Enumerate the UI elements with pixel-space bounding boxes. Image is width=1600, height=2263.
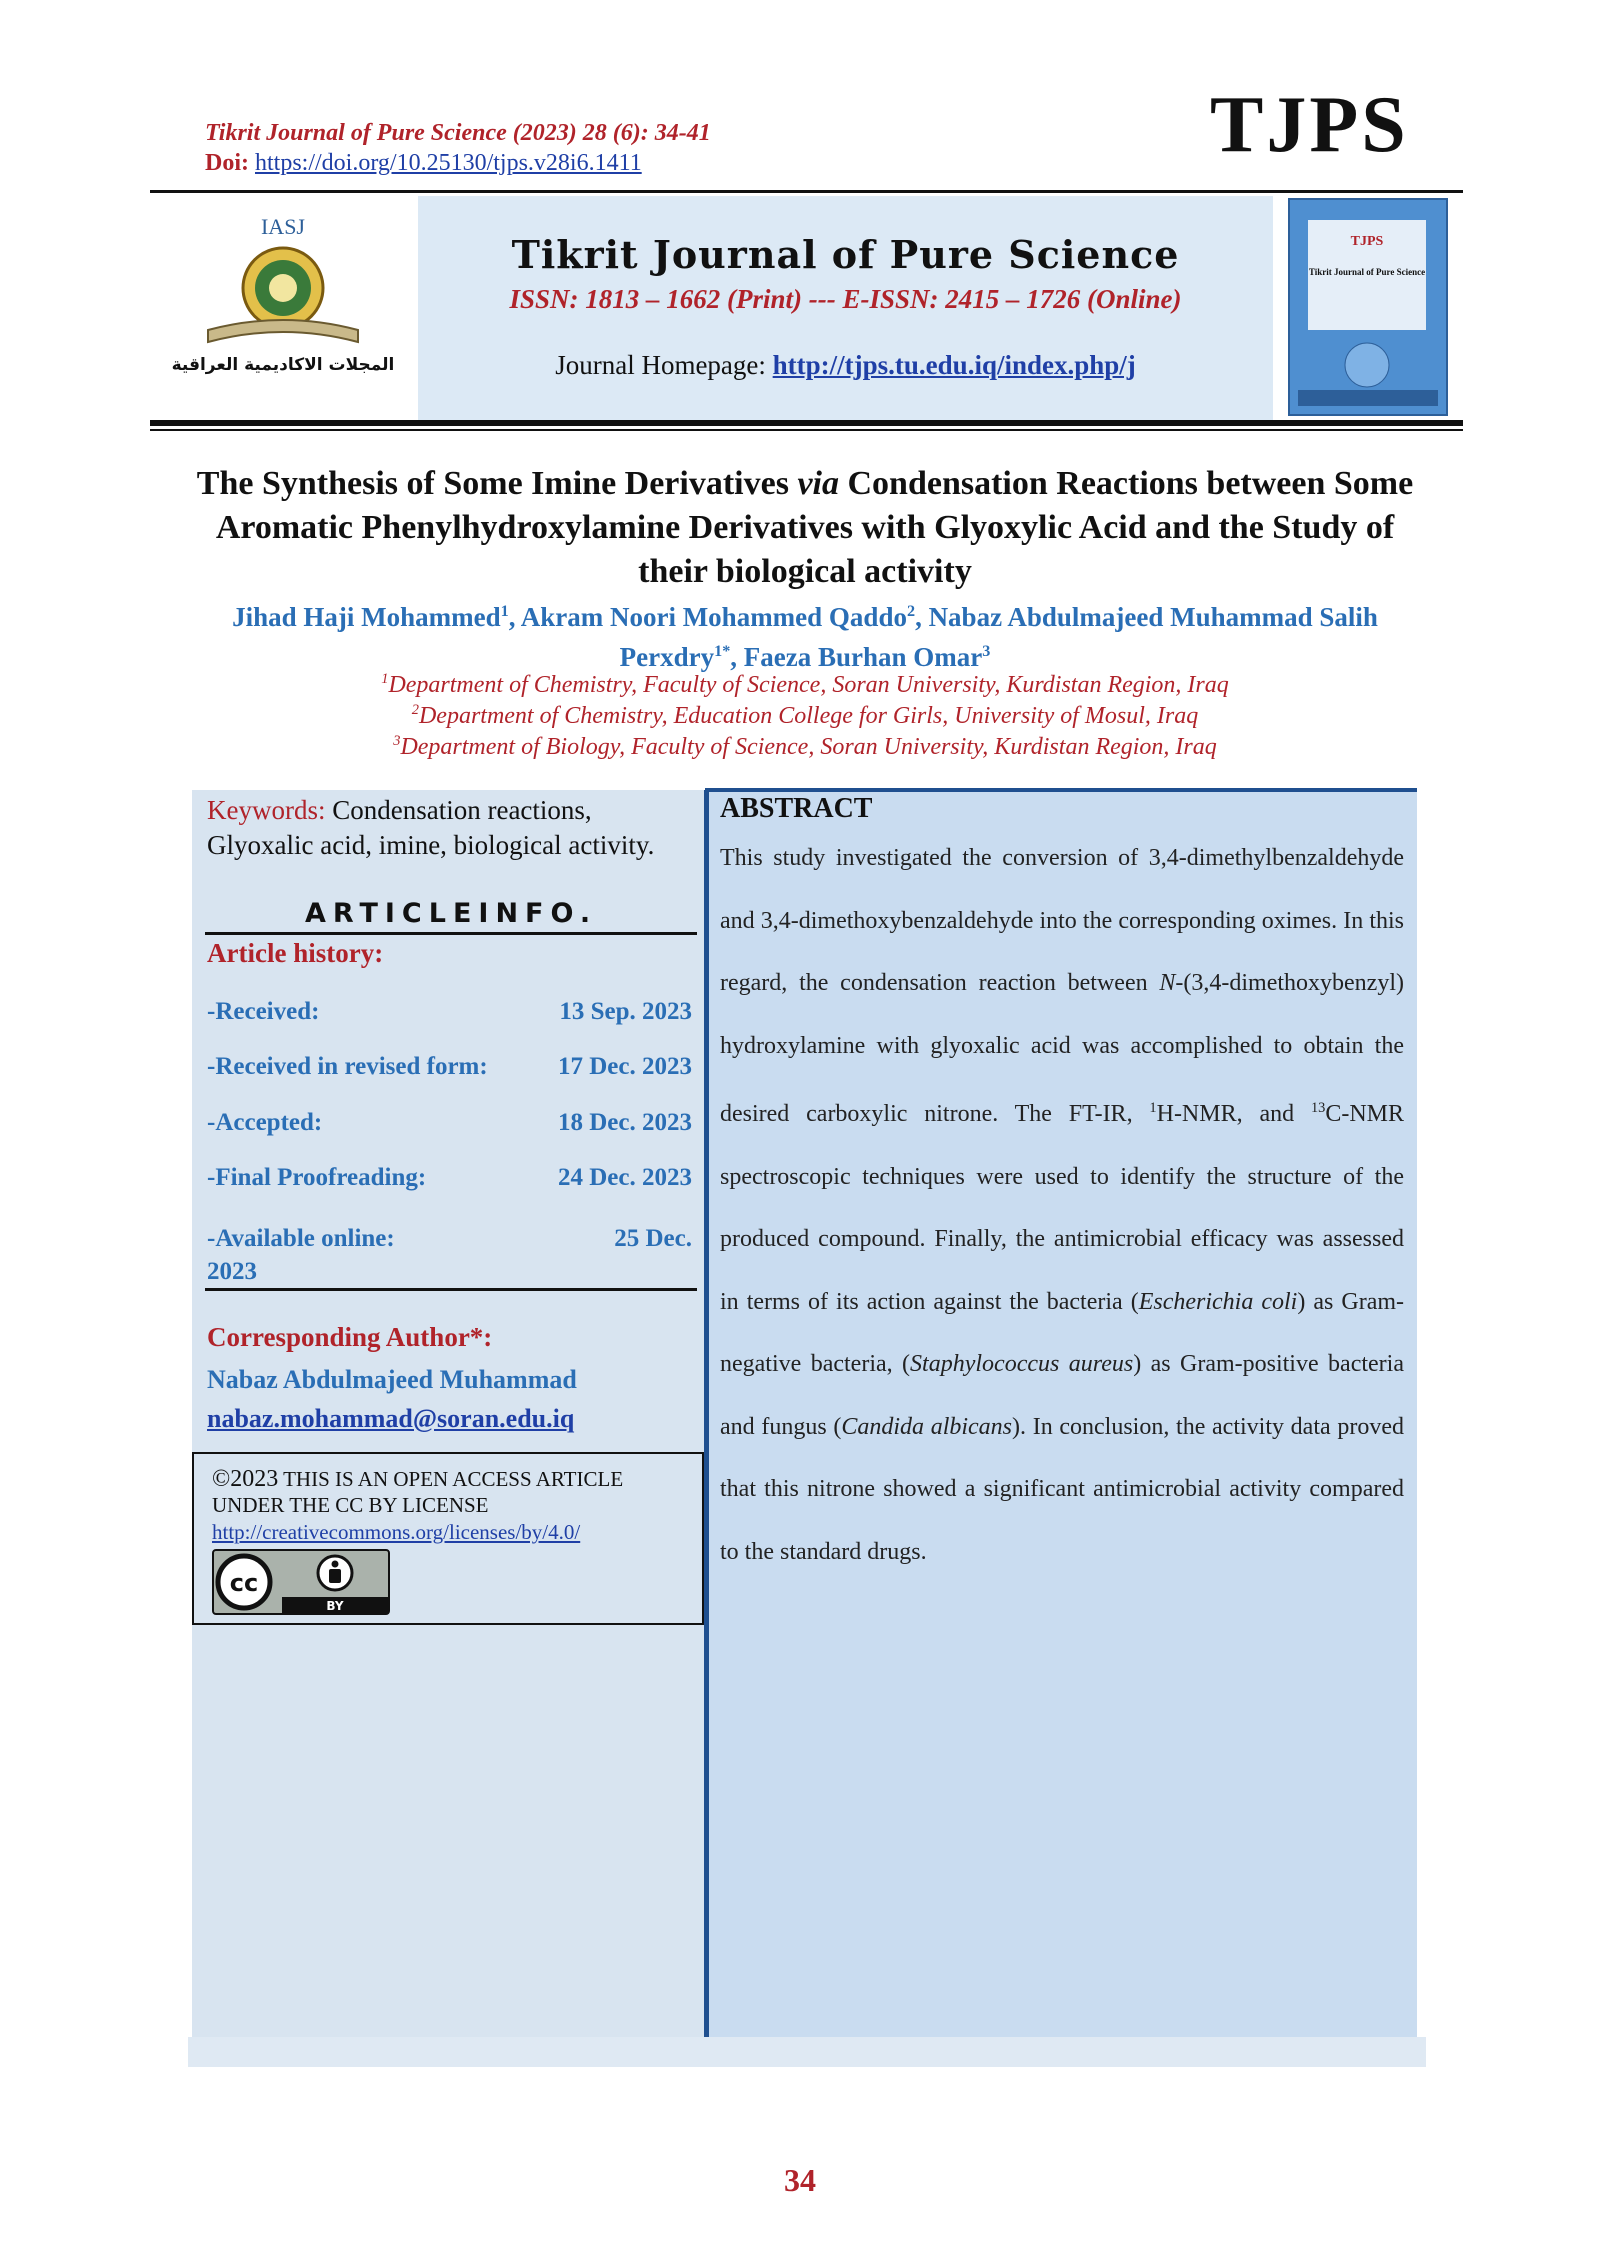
history-date: 25 Dec. [614, 1225, 692, 1252]
history-label: -Received: [207, 998, 320, 1025]
history-date: 13 Sep. 2023 [559, 998, 692, 1025]
abstract-text: -(3,4-dimethoxybenzyl) hydroxylamine with glyoxalic acid was accomplished to obtain the desired carboxylic nitrone. The FT-IR, [720, 970, 1404, 1127]
affiliation-3 [190, 726, 1420, 763]
article-title [190, 462, 1420, 594]
keywords-label: Keywords: [207, 795, 326, 825]
author-separator: , [730, 642, 744, 672]
iasj-logo [158, 210, 408, 380]
affiliation-mark: 3 [393, 733, 401, 749]
species-name: Candida albicans [841, 1413, 1013, 1440]
column-divider [704, 790, 709, 2037]
species-name: Escherichia coli [1138, 1288, 1298, 1315]
banner-rule-thin [150, 429, 1463, 431]
history-row-accepted [207, 1109, 692, 1137]
citation-line: Tikrit Journal of Pure Science (2023) 28 (6): 34-41 [205, 120, 711, 146]
logo-acronym: IASJ [260, 214, 306, 239]
history-label: -Accepted: [207, 1109, 323, 1136]
brand-mark: TJPS [1210, 81, 1409, 169]
page-number: 34 [784, 2162, 816, 2198]
journal-cover [1288, 198, 1448, 416]
history-date: 17 Dec. 2023 [558, 1053, 692, 1080]
history-row-revised [207, 1053, 692, 1081]
author-name: Jihad Haji Mohammed [232, 602, 501, 632]
author-name: Nabaz Abdulmajeed Muhammad Salih Perxdry [619, 602, 1378, 672]
abstract-text: This study investigated the conversion of 3,4-dimethylbenzaldehyde and 3,4-dimethoxybenzaldehyde into the corresponding oximes. In this regard, the condensation reaction between [720, 845, 1404, 996]
corresponding-name: Nabaz Abdulmajeed Muhammad [207, 1365, 577, 1394]
homepage-line [418, 350, 1273, 381]
info-rule-bottom [205, 1288, 697, 1291]
cc-by-icon [212, 1549, 390, 1615]
cover-title: TJPS [1350, 234, 1384, 249]
cc-badge-label: cc [229, 1569, 259, 1597]
affiliation-mark: 1 [381, 671, 389, 687]
author-affil-mark: 1 [500, 602, 509, 620]
history-label: -Available online: [207, 1225, 395, 1252]
license-link[interactable]: http://creativecommons.org/licenses/by/4.0/ [212, 1520, 581, 1544]
abstract-heading: ABSTRACT [720, 793, 873, 824]
history-row-proofreading [207, 1164, 692, 1192]
issn-line: ISSN: 1813 – 1662 (Print) --- E-ISSN: 2415 – 1726 (Online) [509, 284, 1182, 314]
abstract-text: ) as Gram-positive bacteria and fungus ( [720, 1351, 1404, 1440]
history-label: -Final Proofreading: [207, 1164, 427, 1191]
author-name: Faeza Burhan Omar [743, 642, 983, 672]
iasj-logo-icon [158, 210, 408, 380]
panel-bottom-strip [188, 2037, 1426, 2067]
cover-subtitle: Tikrit Journal of Pure Science [1308, 267, 1426, 277]
species-name: Staphylococcus aureus [910, 1351, 1134, 1377]
history-row-available [207, 1222, 692, 1288]
cc-by-badge[interactable] [212, 1549, 390, 1615]
doi-link[interactable]: https://doi.org/10.25130/tjps.v28i6.1411 [255, 150, 642, 176]
title-part-2: Condensation Reactions between Some Aromatic Phenylhydroxylamine Derivatives with Glyoxylic Acid and the Study of their biological activity [215, 465, 1414, 590]
author-affil-mark: 2 [906, 602, 916, 620]
abstract-body [720, 827, 1404, 1583]
abstract-text: C-NMR spectroscopic techniques were used to identify the structure of the produced compound. Finally, the antimicrobial efficacy was assessed in terms of its action against the bacteria ( [720, 1101, 1405, 1315]
affiliation-text: Department of Chemistry, Education College for Girls, University of Mosul, Iraq [418, 703, 1199, 729]
article-info-heading: ARTICLEINFO. [305, 898, 598, 929]
abstract-text: ) as Gram-negative bacteria, ( [720, 1288, 1405, 1377]
history-date: 24 Dec. 2023 [558, 1164, 692, 1191]
abstract-italic: N [1159, 970, 1176, 996]
keywords-text: Condensation reactions, Glyoxalic acid, imine, biological activity. [207, 795, 655, 860]
history-date-year: 2023 [207, 1258, 257, 1285]
abstract-top-border [705, 788, 1417, 792]
author-name: Akram Noori Mohammed Qaddo [520, 602, 907, 632]
history-date: 18 Dec. 2023 [558, 1109, 692, 1136]
journal-name: Tikrit Journal of Pure Science [511, 232, 1180, 277]
author-separator: , [915, 602, 929, 632]
abstract-text: ). In conclusion, the activity data proved that this nitrone showed a significant antimicrobial activity compared to the standard drugs. [720, 1413, 1404, 1565]
cc-badge-by: BY [326, 1599, 344, 1613]
abstract-superscript: 13 [1310, 1100, 1326, 1116]
title-via: via [797, 465, 839, 502]
logo-arabic: المجلات الاكاديمية العراقية [171, 355, 395, 375]
corresponding-heading: Corresponding Author*: [207, 1322, 493, 1352]
author-list [190, 594, 1420, 674]
author-affil-mark: 3 [982, 642, 991, 660]
homepage-label: Journal Homepage: [555, 350, 766, 380]
keywords [207, 793, 677, 863]
info-rule-top [205, 932, 697, 935]
license-statement: THIS IS AN OPEN ACCESS ARTICLE UNDER THE CC BY LICENSE [212, 1467, 624, 1517]
history-row-received [207, 998, 692, 1026]
corresponding-email-link[interactable]: nabaz.mohammad@soran.edu.iq [207, 1404, 575, 1433]
title-part-1: The Synthesis of Some Imine Derivatives [196, 465, 798, 502]
doi-line [205, 148, 1105, 178]
author-separator: , [508, 602, 521, 632]
affiliation-mark: 2 [411, 702, 419, 718]
affiliation-text: Department of Biology, Faculty of Science, Soran University, Kurdistan Region, Iraq [400, 734, 1217, 760]
doi-label: Doi: [205, 150, 249, 176]
abstract-text: H-NMR, and [1156, 1101, 1311, 1127]
homepage-link[interactable]: http://tjps.tu.edu.iq/index.php/j [772, 350, 1136, 380]
affiliation-text: Department of Chemistry, Faculty of Science, Soran University, Kurdistan Region, Iraq [388, 672, 1229, 698]
history-label: -Received in revised form: [207, 1053, 488, 1080]
license-text [212, 1466, 692, 1518]
header-rule [150, 190, 1463, 193]
abstract-superscript: 1 [1149, 1100, 1157, 1116]
banner-rule-thick [150, 420, 1463, 426]
journal-cover-image [1290, 200, 1446, 414]
license-year: ©2023 [212, 1466, 279, 1492]
author-affil-mark: 1* [714, 642, 731, 660]
history-heading: Article history: [207, 938, 384, 968]
running-header [205, 118, 1105, 178]
